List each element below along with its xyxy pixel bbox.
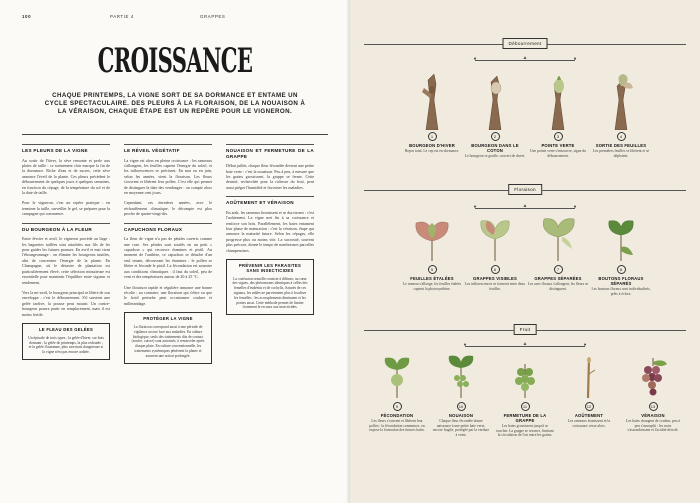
stage-desc: Repos total. Le cep est en dormance. — [404, 149, 460, 153]
cotton-bud-icon — [475, 70, 515, 130]
stage-desc: Les axes floraux s'allongent, les fleurs se distinguent. — [527, 282, 589, 291]
stage-number: 3 — [554, 132, 563, 141]
stage-card — [624, 354, 682, 433]
timeline-grape-icon: ▲ — [522, 342, 528, 347]
stage-number: 4 — [617, 132, 626, 141]
stage-name: BOURGEON DANS LE COTON — [471, 143, 519, 153]
leaf-emergence-icon — [601, 70, 641, 130]
section-tag-fruit: Fruit — [514, 324, 537, 335]
timeline-dot-icon: ● — [463, 343, 467, 348]
flowering-icon — [377, 354, 417, 400]
stage-card — [590, 70, 652, 158]
timeline-dot-icon: ● — [583, 343, 587, 348]
stage-card — [464, 215, 526, 291]
intro-divider — [22, 134, 328, 135]
text-column-2 — [124, 144, 212, 364]
paragraph: Vers la mi-avril, le bourgeon principal se libère de son enveloppe : c'est le débourrement. S'il survient une gelée tardive, la pousse peut mourir. Un contre-bourgeon pourra partir en remplacement, mais il est moins fertile. — [22, 289, 110, 317]
paragraph: La fleur de vigne n'a pas de pétales ouverts comme une rose. Ses pétales sont soudés en un petit « capuchon » qui recouvre étamines et pistil. Au moment de l'anthèse, ce capuchon se détache d'un seul tenant, découvrant les étamines : le pollen se libère et féconde le pistil. La fécondation est soumise aux conditions climatiques : il faut du soleil, peu de vent et des températures autour de 20 à 25 °C. — [124, 236, 212, 280]
flower-buttons-icon — [599, 215, 643, 263]
lignification-icon — [569, 354, 609, 400]
text-column-3 — [226, 144, 314, 315]
separated-clusters-icon — [536, 215, 580, 263]
stage-desc: Le rameau s'allonge, les feuilles étalées captent la photosynthèse. — [402, 282, 462, 291]
heading-bourgeon: DU BOURGEON À LA FLEUR — [22, 223, 110, 233]
paragraph: Au sortir de l'hiver, la sève remonte et perle aux plaies de taille : ce suintement clair marque la fin de la dormance. Riche d'eau et de sucres, cette sève annonce l'éveil de la plante. Ces pleurs précèdent le débourrement de quelques jours à quelques semaines, en fonction du cépage, de la température du sol et de la date de taille. — [22, 157, 110, 196]
visible-clusters-icon — [473, 215, 517, 263]
timeline-dot-icon: ● — [573, 57, 577, 62]
timeline-dot-icon: ● — [573, 205, 577, 210]
bunch-closure-icon — [505, 354, 545, 400]
heading-capuchons: CAPUCHONS FLORAUX — [124, 223, 212, 233]
heading-aoutement: AOÛTEMENT ET VÉRAISON — [226, 196, 314, 206]
stage-number: 7 — [554, 265, 563, 274]
right-page — [350, 0, 700, 503]
stage-name: FÉCONDATION — [380, 413, 414, 418]
stage-card — [590, 215, 652, 296]
stage-desc: Les baies changent de couleur, peu à peu s'assouplit : les noirs s'assombrissent et l'acidité décroît. — [625, 419, 680, 433]
heading-pleurs: LES PLEURS DE LA VIGNE — [22, 144, 110, 154]
timeline-dot-icon: ● — [473, 205, 477, 210]
stage-number: 6 — [491, 265, 500, 274]
stage-card — [560, 354, 618, 428]
veraison-icon — [633, 354, 673, 400]
stage-desc: Une pointe verte s'entrouvre, signe du débourrement. — [530, 149, 586, 158]
stage-card — [432, 354, 490, 437]
page-number: 100 — [22, 14, 32, 19]
stage-desc: Les rameaux brunissent et la croissance cesse alors. — [567, 419, 611, 428]
stage-desc: Le bourgeon se gonfle, couvert de duvet. — [464, 154, 526, 158]
stage-number: 2 — [491, 132, 500, 141]
sidebar-box-proteger — [124, 312, 212, 363]
stage-name: AOÛTEMENT — [574, 413, 604, 418]
paragraph: Cependant, ces dernières années, avec le réchauffement climatique, le décompte est plus proche de quatre-vingt-dix. — [124, 200, 212, 217]
stage-name: GRAPPES SÉPARÉES — [534, 276, 582, 281]
stage-desc: Les premières feuilles se libèrent et se déploient. — [592, 149, 650, 158]
stage-card — [527, 70, 589, 158]
stage-desc: Les inflorescences se forment entre deux feuilles. — [464, 282, 526, 291]
timeline-flower-icon: ▲ — [522, 204, 528, 209]
stage-name: BOURGEON D'HIVER — [409, 143, 455, 148]
box-title: LE FLEAU DES GELÉES — [38, 326, 94, 332]
stage-number: 11 — [521, 402, 530, 411]
stage-card — [401, 215, 463, 291]
stage-number: 1 — [428, 132, 437, 141]
stage-number: 12 — [585, 402, 594, 411]
spread-leaves-icon — [410, 215, 454, 263]
section-label: GRAPPES — [200, 14, 226, 19]
stage-name: VÉRAISON — [641, 413, 665, 418]
stage-name: SORTIE DES FEUILLES — [595, 143, 647, 148]
stage-card — [527, 215, 589, 291]
paragraph: Pour le vigneron, c'est un repère pratique : en terminer la taille, surveiller le gel, se préparer pour la campagne qui commence. — [22, 200, 110, 217]
stage-number: 10 — [457, 402, 466, 411]
intro-paragraph: CHAQUE PRINTEMPS, LA VIGNE SORT DE SA DORMANCE ET ENTAME UN CYCLE SPECTACULAIRE. DES PLEURS À LA FLORAISON, DE LA NOUAISON À LA VÉRAISON, CHAQUE ÉTAPE EST UN REPÈRE POUR LE VIGNERON. — [44, 92, 306, 116]
box-title: PRÉVENIR LES PARASITES SANS INSECTICIDES — [238, 263, 302, 273]
part-label: PARTIE 4 — [110, 14, 134, 19]
stage-desc: Chaque fleur fécondée donne naissance à une petite baie verte, encore fragile, protégée par la verdure à venir. — [432, 419, 490, 437]
sidebar-box-parasites — [226, 259, 314, 315]
paragraph: En août, les rameaux brunissent et se durcissent : c'est l'aoûtement. La vigne met fin à sa croissance et renforce son bois. Parallèlement, les baies entament leur phase de maturation : c'est la véraison, étape qui annonce la maturité future. Selon les cépages, elle progresse plus ou moins vite. La sucrosité, souvent plus précoce, donne le tempo de nombreuses parcelles champenoises. — [226, 209, 314, 253]
stage-name: NOUAISON — [448, 413, 474, 418]
section-tag-debourrement: Débourrement — [503, 38, 548, 49]
green-tip-icon — [538, 70, 578, 130]
timeline-bud-icon: ▲ — [522, 56, 528, 61]
paragraph: Entre février et avril, le vigneron procède au liage : les baguettes taillées sont attachées aux fils de fer pour guider les futures pousses. En avril et mai vient l'ébourgeonnage : on élimine les bourgeons inutiles, afin de concentrer l'énergie de la plante. En Champagne, où le désastre de plantation est particulièrement élevé, cette sélection minutieuse est essentielle pour maintenir l'équilibre entre vigueur et rendement. — [22, 236, 110, 285]
stage-card — [496, 354, 554, 438]
stage-number: 5 — [428, 265, 437, 274]
timeline-dot-icon: ● — [473, 57, 477, 62]
box-text: Un épisode de trois types : la gelée d'hiver, sur bois dormant ; la gelée de printemps, la plus redoutée ; et la gelée d'automne, plus rare mais dangereuse si la vigne n'est pas encore aoûtée. — [28, 335, 104, 355]
stage-card — [464, 70, 526, 159]
sidebar-box-gelees — [22, 323, 110, 360]
stage-number: 8 — [617, 265, 626, 274]
paragraph: Début juillet, chaque fleur fécondée devient une petite baie verte : c'est la nouaison. Peu à peu, à mesure que les grains grossissent, la grappe se ferme. Cette densité, recherchée pour la richesse du fruit, peut aussi piéger l'humidité et favoriser les maladies. — [226, 163, 314, 190]
stage-desc: Les fleurs s'ouvrent et libèrent leur pollen : la fécondation commence, on expose la formation des futures baies. — [369, 419, 425, 433]
dormant-bud-icon — [412, 70, 452, 130]
stage-card — [368, 354, 426, 433]
stage-number: 13 — [649, 402, 658, 411]
box-text: La floraison correspond aussi à une période de vigilance accrue face aux maladies. En culture biologique, seuls des traitements dits de contact (soufre, cuivre) sont autorisés, à renouveler après chaque pluie. En culture conventionnelle, les traitements systémiques pénètrent la plante et assurent une action prolongée. — [131, 324, 205, 358]
page-title: CROISSANCE — [97, 41, 253, 81]
paragraph: La vigne est alors en pleine croissance : les rameaux s'allongent, les feuilles captent l'énergie du soleil, et les inflorescences se précisent. En mai ou en juin, selon les années, vient la floraison. Les fleurs s'ouvrent et libèrent leur pollen. C'est elle qui permet de distinguer la date des vendanges : on compte alors en moyenne cent jours. — [124, 157, 212, 196]
text-column-1 — [22, 144, 110, 360]
stage-card — [401, 70, 463, 154]
fruit-set-icon — [441, 354, 481, 400]
paragraph: Une floraison rapide et régulière annonce une bonne récolte ; au contraire, une floraison qui s'étire ou que le froid perturbe peut occasionner coulure et millerandage. — [124, 284, 212, 306]
stage-desc: Les baies grossissent jusqu'à se toucher. La grappe se resserre, limitant la circulation de l'air entre les grains. — [496, 424, 554, 438]
section-tag-floraison: Floraison — [508, 184, 542, 195]
stage-name: POINTE VERTE — [541, 143, 575, 148]
stage-name: GRAPPES VISIBLES — [473, 276, 517, 281]
box-text: La confusion sexuelle consiste à diffuser, au cœur des vignes, des phéromones identiques à celles des femelles d'eudémis et de cochylis. Saturés de ces signaux, les mâles ne parviennent plus à localiser les femelles : les accouplements diminuent et les pontes aussi. Cette méthode permet de limiter fortement le recours aux insecticides. — [232, 276, 308, 310]
heading-reveil: LE RÉVEIL VÉGÉTATIF — [124, 144, 212, 154]
stage-number: 9 — [393, 402, 402, 411]
box-title: PROTÉGER LA VIGNE — [143, 316, 193, 322]
stage-desc: Les boutons floraux sont individualisés, prêts à éclore. — [591, 287, 651, 296]
stage-name: FERMETURE DE LA GRAPPE — [503, 413, 547, 423]
stage-name: BOUTONS FLORAUX SÉPARÉS — [598, 276, 644, 286]
heading-nouaison: NOUAISON ET FERMETURE DE LA GRAPPE — [226, 144, 314, 159]
stage-name: FEUILLES ÉTALÉES — [410, 276, 454, 281]
